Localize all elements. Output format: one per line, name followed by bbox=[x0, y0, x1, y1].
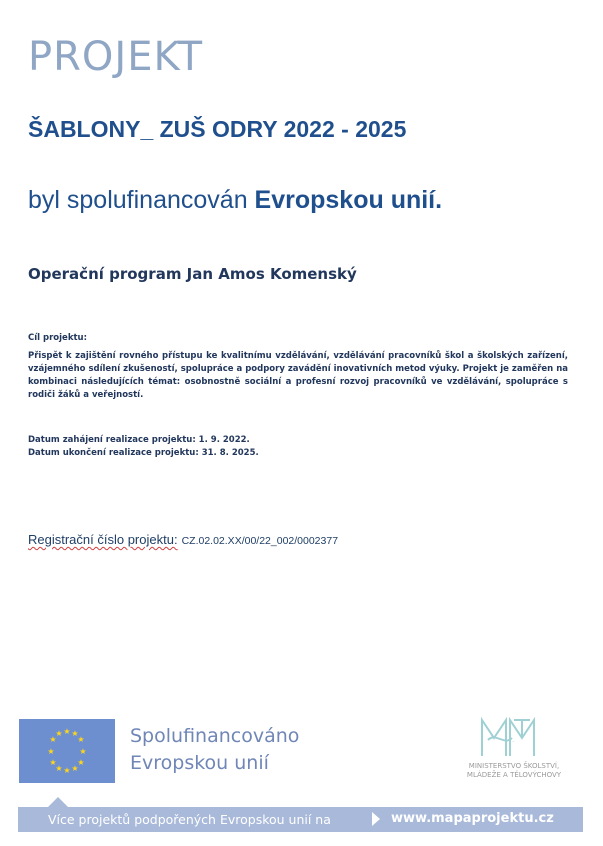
registration-label: Registrační číslo projektu: bbox=[28, 532, 178, 547]
svg-text:★: ★ bbox=[79, 747, 87, 756]
svg-text:★: ★ bbox=[49, 758, 57, 767]
start-date: Datum zahájení realizace projektu: 1. 9. 2022. bbox=[28, 435, 250, 445]
eu-stars-group bbox=[47, 727, 86, 775]
cofinanced-line bbox=[28, 186, 442, 215]
svg-text:★: ★ bbox=[63, 727, 71, 736]
eu-flag-icon bbox=[19, 719, 115, 783]
svg-text:★: ★ bbox=[63, 766, 71, 775]
msmt-logo-graphic bbox=[474, 716, 550, 760]
eu-line-1: Spolufinancováno bbox=[130, 725, 300, 747]
svg-text:★: ★ bbox=[77, 735, 85, 744]
page-heading: PROJEKT bbox=[28, 34, 204, 80]
svg-text:★: ★ bbox=[55, 729, 63, 738]
registration-number: CZ.02.02.XX/00/22_002/0002377 bbox=[181, 535, 339, 547]
msmt-logo-icon bbox=[474, 716, 550, 760]
registration-line bbox=[28, 532, 338, 547]
project-title: ŠABLONY_ ZUŠ ODRY 2022 - 2025 bbox=[28, 116, 407, 142]
project-dates bbox=[28, 434, 259, 460]
program-name: Operační program Jan Amos Komenský bbox=[28, 265, 357, 283]
svg-text:★: ★ bbox=[71, 764, 79, 773]
cofinanced-prefix: byl spolufinancován bbox=[28, 186, 255, 214]
goal-label: Cíl projektu: bbox=[28, 333, 87, 343]
eu-stars bbox=[19, 719, 115, 783]
svg-text:★: ★ bbox=[55, 764, 63, 773]
banner-notch bbox=[48, 797, 68, 807]
svg-text:★: ★ bbox=[47, 747, 55, 756]
svg-text:★: ★ bbox=[77, 758, 85, 767]
goal-text: Přispět k zajištění rovného přístupu ke kvalitnímu vzdělávání, vzdělávání pracovníků škol a školských zařízení, vzájemného sdílení zkušeností, spolupráce a podpory zavádění inovativních metod výuky. Projekt je zaměřen na kombinaci následujících témat: osobnostně sociální a profesní rozvoj pracovníků ve vzdělávání, spolupráce s rodiči žáků a veřejností. bbox=[28, 351, 568, 400]
eu-cofinanced-text bbox=[130, 723, 299, 777]
msmt-line-2: MLÁDEŽE A TĚLOVÝCHOVY bbox=[466, 771, 562, 779]
arrow-right-icon bbox=[372, 812, 380, 826]
banner-link[interactable]: www.mapaprojektu.cz bbox=[391, 811, 554, 826]
end-date: Datum ukončení realizace projektu: 31. 8. 2025. bbox=[28, 448, 259, 458]
banner-text: Více projektů podpořených Evropskou unií na bbox=[48, 812, 331, 827]
svg-text:★: ★ bbox=[49, 735, 57, 744]
msmt-line-1: MINISTERSTVO ŠKOLSTVÍ, bbox=[468, 762, 560, 770]
msmt-text bbox=[444, 762, 584, 780]
cofinanced-strong: Evropskou unií. bbox=[254, 186, 443, 214]
msmt-logo-lettering: MŠMT bbox=[512, 742, 515, 743]
eu-line-2: Evropskou unií bbox=[130, 752, 269, 774]
svg-text:★: ★ bbox=[71, 729, 79, 738]
